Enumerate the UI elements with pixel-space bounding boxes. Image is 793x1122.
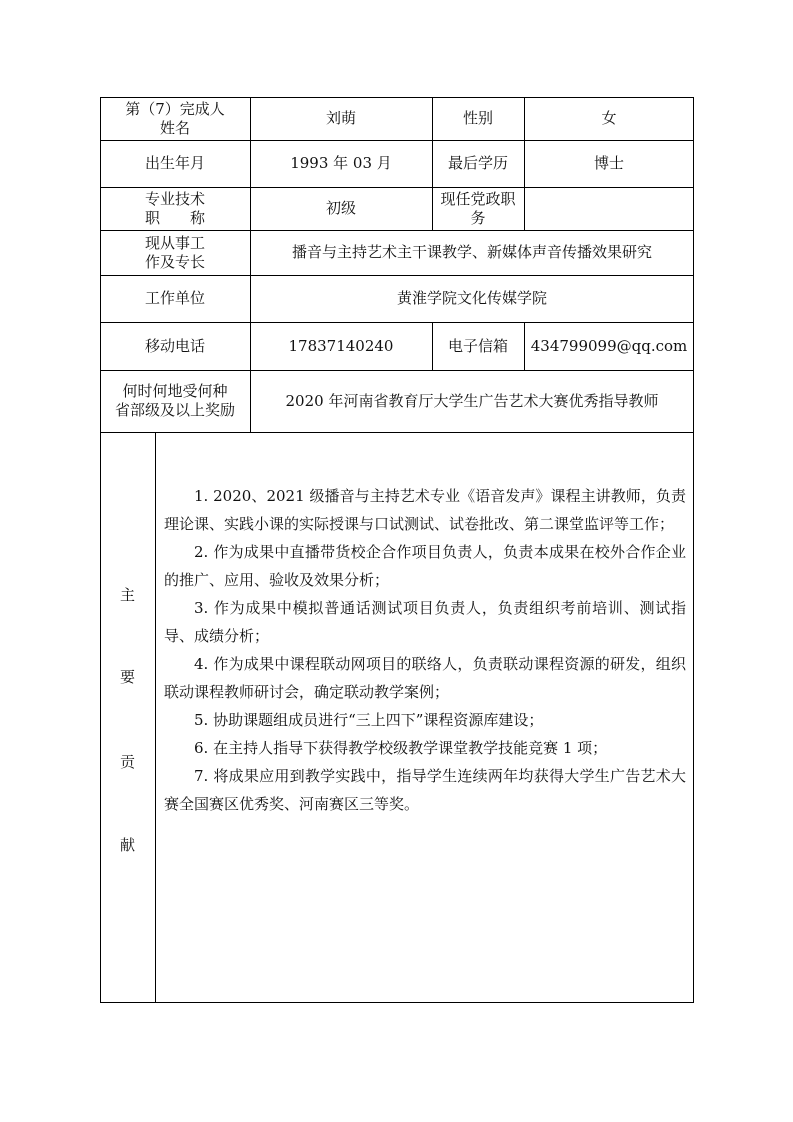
contribution-label-char: 主 [119, 586, 135, 604]
label-line: 姓名 [159, 118, 190, 137]
post-label [432, 187, 524, 230]
email-value: 434799099@qq.com [530, 336, 688, 355]
row-divider [100, 432, 694, 433]
award-value: 2020 年河南省教育厅大学生广告艺术大赛优秀指导教师 [285, 391, 659, 410]
contribution-label-char: 要 [119, 668, 135, 686]
label-line: 专业技术 [144, 189, 205, 208]
label-line: 作及专长 [144, 252, 205, 271]
unit-label: 工作单位 [144, 289, 205, 307]
birth-label: 出生年月 [144, 154, 205, 172]
column-divider [155, 432, 156, 1003]
contribution-item: 7. 将成果应用到教学实践中，指导学生连续两年均获得大学生广告艺术大赛全国赛区优秀奖、河南赛区三等奖。 [164, 767, 686, 813]
name-label [100, 97, 250, 140]
name-value: 刘萌 [325, 109, 356, 127]
award-label [100, 370, 250, 432]
contribution-item: 2. 作为成果中直播带货校企合作项目负责人，负责本成果在校外合作企业的推广、应用、验收及效果分析； [164, 543, 686, 589]
gender-label: 性别 [462, 109, 493, 127]
contribution-item: 4. 作为成果中课程联动网项目的联络人，负责联动课程资源的研发，组织联动课程教师研讨会，确定联动教学案例； [164, 655, 686, 701]
title-value: 初级 [325, 199, 356, 217]
education-label: 最后学历 [447, 154, 508, 172]
contribution-item: 5. 协助课题组成员进行“三上四下”课程资源库建设； [194, 711, 544, 729]
education-value: 博士 [593, 154, 624, 172]
label-line: 现从事工 [144, 233, 205, 252]
label-line: 务 [470, 208, 486, 227]
work-label [100, 230, 250, 275]
contribution-label-char: 贡 [119, 753, 135, 771]
label-line: 何时何地受何种 [122, 382, 228, 400]
contribution-text [164, 482, 686, 818]
unit-value: 黄淮学院文化传媒学院 [396, 289, 547, 307]
phone-label: 移动电话 [144, 336, 205, 355]
contribution-item: 1. 2020、2021 级播音与主持艺术专业《语音发声》课程主讲教师，负责理论课、实践小课的实际授课与口试测试、试卷批改、第二课堂监评等工作； [164, 487, 686, 533]
label-line: 第（7）完成人 [125, 99, 225, 118]
contribution-item: 3. 作为成果中模拟普通话测试项目负责人，负责组织考前培训、测试指导、成绩分析； [164, 599, 686, 645]
title-label [100, 187, 250, 230]
birth-value: 1993 年 03 月 [290, 154, 392, 172]
label-line: 现任党政职 [440, 189, 516, 208]
post-value [524, 187, 694, 230]
label-line: 省部级及以上奖励 [114, 401, 235, 419]
label-line: 职 称 [144, 208, 205, 227]
contribution-item: 6. 在主持人指导下获得教学校级教学课堂教学技能竞赛 1 项； [194, 739, 608, 757]
contribution-label-char: 献 [119, 836, 135, 854]
phone-value: 17837140240 [288, 336, 394, 355]
work-value: 播音与主持艺术主干课教学、新媒体声音传播效果研究 [291, 243, 652, 261]
gender-value: 女 [601, 109, 617, 127]
email-label: 电子信箱 [447, 336, 508, 355]
